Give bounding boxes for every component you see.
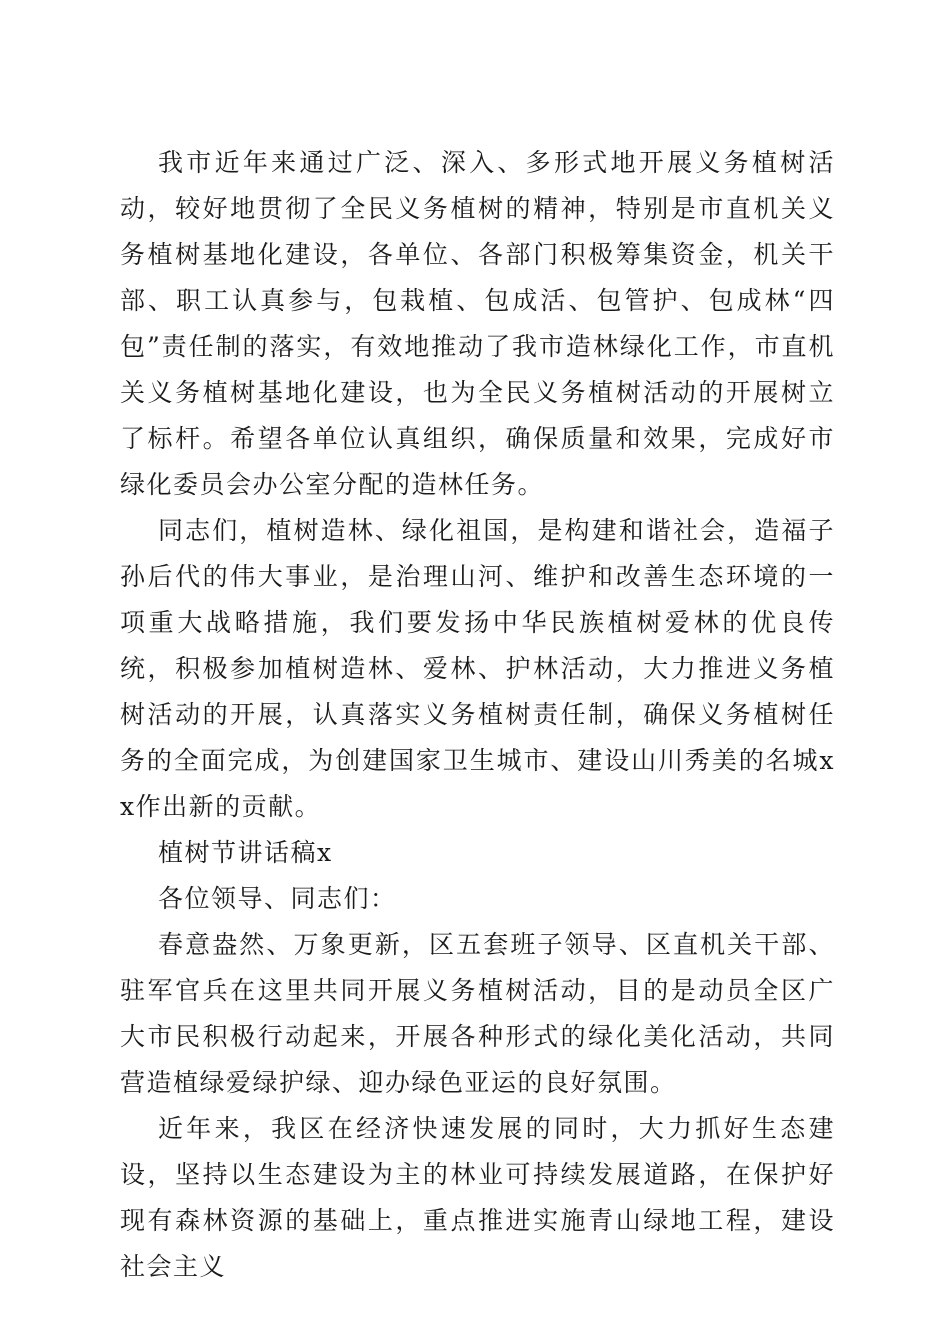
speech-title: 植树节讲话稿x bbox=[158, 838, 333, 867]
paragraph-call-to-action: 同志们，植树造林、绿化祖国，是构建和谐社会，造福子孙后代的伟大事业，是治理山河、维护和改善生态环境的一项重大战略措施，我们要发扬中华民族植树爱林的优良传统，积极参加植树造林、爱林、护林活动，大力推进义务植树活动的开展，认真落实义务植树责任制，确保义务植树任务的全面完成，为创建国家卫生城市、建设山川秀美的名城xx作出新的贡献。 bbox=[120, 516, 835, 821]
paragraph-event-purpose: 春意盎然、万象更新，区五套班子领导、区直机关干部、驻军官兵在这里共同开展义务植树活动，目的是动员全区广大市民积极行动起来，开展各种形式的绿化美化活动，共同营造植绿爱绿护绿、迎办绿色亚运的良好氛围。 bbox=[120, 930, 835, 1097]
speech-salutation: 各位领导、同志们： bbox=[158, 884, 397, 913]
paragraph-greening-achievements: 我市近年来通过广泛、深入、多形式地开展义务植树活动，较好地贯彻了全民义务植树的精神，特别是市直机关义务植树基地化建设，各单位、各部门积极筹集资金，机关干部、职工认真参与，包栽植、包成活、包管护、包成林“四包”责任制的落实，有效地推动了我市造林绿化工作，市直机关义务植树基地化建设，也为全民义务植树活动的开展树立了标杆。希望各单位认真组织，确保质量和效果，完成好市绿化委员会办公室分配的造林任务。 bbox=[120, 148, 835, 499]
document-body bbox=[120, 140, 835, 1290]
paragraph-ecological-construction: 近年来，我区在经济快速发展的同时，大力抓好生态建设，坚持以生态建设为主的林业可持续发展道路，在保护好现有森林资源的基础上，重点推进实施青山绿地工程，建设社会主义 bbox=[120, 1114, 835, 1281]
